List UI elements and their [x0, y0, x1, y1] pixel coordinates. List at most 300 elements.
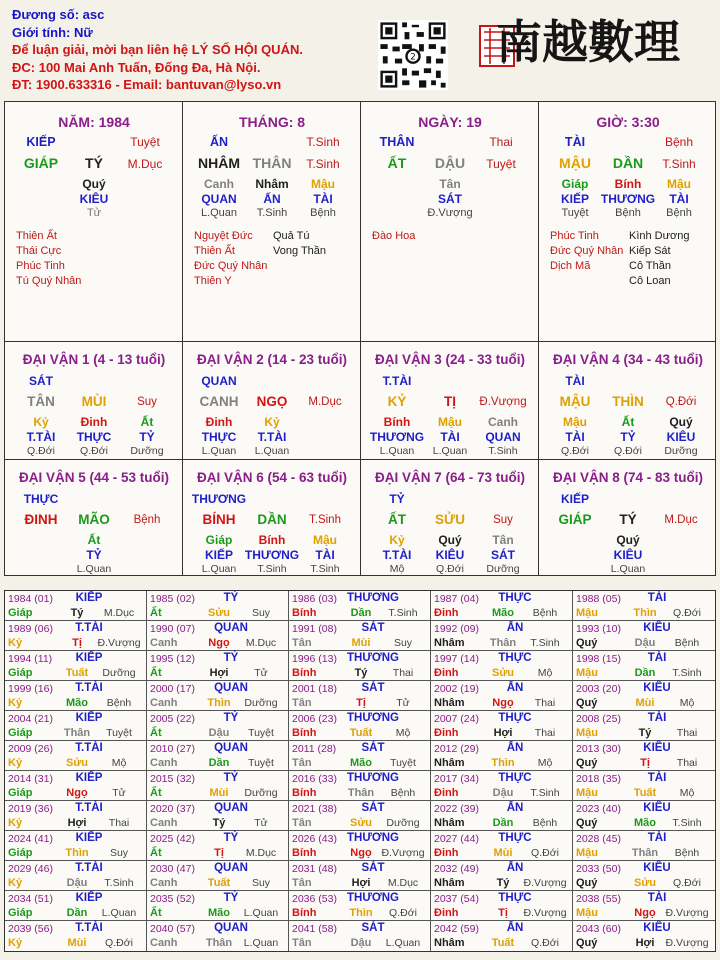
year-label: 2010 (27) — [150, 743, 195, 755]
year-ten-god: SÁT — [361, 802, 385, 814]
year-stem: Tân — [292, 637, 312, 649]
year-cell — [5, 921, 147, 951]
hidden-stem-item: TÀI — [669, 192, 689, 206]
hidden-stem-item: THƯƠNG — [369, 430, 425, 444]
year-stem: Bính — [292, 847, 317, 859]
hidden-stem-item: L.Quan — [610, 563, 646, 575]
hidden-stem-item: KIÊU — [435, 548, 465, 562]
dai-van-title: ĐẠI VẬN 1 (4 - 13 tuổi) — [22, 352, 166, 367]
heavenly-stem: ĐINH — [24, 512, 58, 527]
year-branch: Tuất — [491, 937, 515, 949]
year-stem: Canh — [150, 757, 178, 769]
year-stem: Kỷ — [8, 937, 23, 949]
hidden-stem-item: Tử — [86, 207, 102, 219]
year-label: 2042 (59) — [434, 923, 479, 935]
hidden-stem-item: Giáp — [205, 533, 233, 547]
year-ten-god: THƯƠNG — [347, 712, 399, 724]
hidden-stem-item: Mậu — [313, 533, 337, 547]
hidden-stem-item: T.Sinh — [488, 445, 518, 457]
hidden-stem-item: L.Quan — [76, 563, 112, 575]
ten-god-label: ẤN — [209, 135, 229, 149]
year-phase: Đ.Vượng — [665, 907, 709, 919]
hidden-stem-item: THƯƠNG — [600, 192, 656, 206]
year-branch: Tuất — [633, 787, 657, 799]
year-stem: Bính — [292, 787, 317, 799]
year-ten-god: QUAN — [214, 622, 248, 634]
header-line: Đương số: asc — [12, 7, 105, 22]
hidden-stem-item: Mậu — [438, 415, 462, 429]
year-phase: Mộ — [537, 667, 553, 679]
year-phase: L.Quan — [385, 937, 421, 949]
ten-god-label: THỰC — [23, 492, 59, 506]
year-stem: Canh — [150, 817, 178, 829]
year-cell — [147, 681, 289, 711]
star-name: Đức Quý Nhân — [194, 260, 268, 272]
year-stem: Tân — [292, 757, 312, 769]
year-ten-god: TÀI — [647, 832, 667, 844]
year-label: 2003 (20) — [576, 683, 621, 695]
year-cell — [5, 711, 147, 741]
star-name: Thái Cực — [16, 245, 62, 257]
year-label: 1991 (08) — [292, 623, 337, 635]
hidden-stem-item: Đ.Vượng — [427, 207, 473, 219]
year-label: 1987 (04) — [434, 593, 479, 605]
year-ten-god: TỶ — [223, 652, 239, 664]
year-ten-god: THƯƠNG — [347, 832, 399, 844]
year-cell — [5, 591, 147, 621]
year-branch: Dần — [66, 907, 88, 919]
year-branch: Sửu — [65, 757, 89, 769]
year-phase: M.Dục — [103, 607, 135, 619]
year-label: 2036 (53) — [292, 893, 337, 905]
year-phase: M.Dục — [245, 847, 277, 859]
hidden-stem-item: Đinh — [205, 415, 233, 429]
phase-label: Bệnh — [664, 135, 694, 149]
hidden-stem-item: Đinh — [80, 415, 108, 429]
year-ten-god: ẤN — [506, 922, 524, 934]
year-cell — [573, 861, 715, 891]
hidden-stem-item: L.Quan — [200, 207, 238, 219]
year-branch: Thân — [631, 847, 659, 859]
heavenly-stem: GIÁP — [558, 512, 592, 527]
ten-god-label: SÁT — [29, 374, 53, 388]
year-phase: Thai — [676, 757, 698, 769]
hidden-stem-item: T.Sinh — [256, 207, 288, 219]
star-name: Phúc Tinh — [16, 260, 65, 272]
year-cell — [431, 741, 573, 771]
hidden-stem-item: TÀI — [565, 430, 585, 444]
year-phase: Mộ — [537, 757, 553, 769]
dai-van-title: ĐẠI VẬN 7 (64 - 73 tuổi) — [374, 470, 526, 485]
year-branch: Mùi — [493, 847, 513, 859]
year-label: 2017 (34) — [434, 773, 479, 785]
year-cell — [147, 621, 289, 651]
earthly-branch: SỬU — [435, 512, 465, 527]
year-branch: Sửu — [491, 667, 515, 679]
year-branch: Mão — [208, 907, 230, 919]
heavenly-stem: GIÁP — [23, 155, 59, 171]
year-cell — [147, 891, 289, 921]
year-stem: Tân — [292, 697, 312, 709]
year-stem: Mậu — [576, 607, 598, 619]
hidden-stem-item: KIẾP — [204, 548, 234, 562]
year-cell — [431, 591, 573, 621]
hidden-stem-item: L.Quan — [254, 445, 290, 457]
hidden-stem-item: Bính — [258, 533, 286, 547]
year-ten-god: T.TÀI — [75, 922, 103, 934]
year-branch: Tuất — [65, 667, 89, 679]
year-ten-god: T.TÀI — [75, 742, 103, 754]
hidden-stem-item: T.TÀI — [382, 548, 412, 562]
year-label: 1995 (12) — [150, 653, 195, 665]
branch-phase: T.Sinh — [306, 157, 340, 171]
year-stem: Ất — [150, 607, 162, 619]
ten-god-label: KIẾP — [26, 135, 56, 149]
year-ten-god: KIÊU — [643, 922, 671, 934]
year-branch: Ngọ — [492, 697, 514, 709]
year-label: 2002 (19) — [434, 683, 479, 695]
year-phase: T.Sinh — [672, 817, 702, 829]
year-phase: Q.Đới — [673, 607, 701, 619]
year-cell — [147, 711, 289, 741]
year-cell — [147, 831, 289, 861]
year-branch: Hợi — [635, 937, 655, 949]
year-ten-god: T.TÀI — [75, 622, 103, 634]
heavenly-stem: BÍNH — [202, 512, 236, 527]
year-branch: Dần — [492, 817, 514, 829]
year-label: 2037 (54) — [434, 893, 479, 905]
year-branch: Hợi — [209, 667, 229, 679]
year-phase: Suy — [109, 847, 129, 859]
year-phase: Đ.Vượng — [97, 637, 141, 649]
pillar-cell — [5, 460, 183, 575]
year-cell — [289, 861, 431, 891]
phase-label: Suy — [137, 396, 157, 408]
pillar-cell — [361, 342, 539, 460]
year-branch: Tuất — [349, 727, 373, 739]
year-stem: Đinh — [434, 847, 459, 859]
pillar-cell — [539, 342, 715, 460]
year-branch: Ngọ — [66, 787, 88, 799]
year-phase: T.Sinh — [104, 877, 134, 889]
year-ten-god: TÀI — [647, 592, 667, 604]
year-stem: Ất — [150, 667, 162, 679]
year-branch: Tị — [214, 847, 224, 859]
year-phase: Dưỡng — [386, 817, 420, 829]
hidden-stem-item: SÁT — [491, 548, 515, 562]
year-cell — [147, 801, 289, 831]
year-cell — [147, 861, 289, 891]
year-cell — [289, 891, 431, 921]
dai-van-title: ĐẠI VẬN 2 (14 - 23 tuổi) — [196, 352, 348, 367]
header-line: Để luận giải, mời bạn liên hệ LÝ SỐ HỘI QUÁN. — [12, 42, 303, 58]
ten-god-label: TỶ — [389, 492, 405, 506]
year-cell — [573, 831, 715, 861]
ten-god-label: QUAN — [201, 374, 237, 388]
star-name: Cô Loan — [629, 275, 671, 287]
year-ten-god: KIẾP — [75, 712, 103, 724]
year-stem: Đinh — [434, 907, 459, 919]
year-cell — [5, 681, 147, 711]
year-label: 2033 (50) — [576, 863, 621, 875]
year-phase: Mộ — [679, 697, 695, 709]
year-branch: Dậu — [634, 637, 656, 649]
year-ten-god: T.TÀI — [75, 802, 103, 814]
year-label: 2040 (57) — [150, 923, 195, 935]
year-phase: Suy — [251, 607, 271, 619]
year-cell — [573, 711, 715, 741]
year-stem: Giáp — [8, 907, 33, 919]
hidden-stem-item: Bính — [383, 415, 411, 429]
hidden-stem-item: Dưỡng — [664, 445, 698, 457]
hidden-stem-item: Q.Đới — [80, 445, 108, 457]
year-ten-god: QUAN — [214, 922, 248, 934]
year-stem: Canh — [150, 877, 178, 889]
year-ten-god: THƯƠNG — [347, 772, 399, 784]
year-label: 2028 (45) — [576, 833, 621, 845]
logo — [478, 8, 710, 70]
phase-label: T.Sinh — [306, 135, 340, 149]
year-label: 2023 (40) — [576, 803, 621, 815]
earthly-branch: DẬU — [434, 155, 466, 171]
year-phase: Q.Đới — [531, 847, 559, 859]
pillar-cell — [5, 342, 183, 460]
year-ten-god: THỰC — [498, 712, 532, 724]
year-stem: Ất — [150, 847, 162, 859]
dai-van-title: ĐẠI VẬN 6 (54 - 63 tuổi) — [196, 470, 348, 485]
pillar-cell — [183, 342, 361, 460]
year-branch: Sửu — [349, 817, 373, 829]
star-name: Vong Thần — [273, 245, 327, 257]
star-name: Thiên Ất — [194, 245, 235, 257]
star-name: Thiên Y — [194, 275, 232, 287]
year-phase: Bệnh — [532, 817, 558, 829]
year-stem: Giáp — [8, 727, 33, 739]
branch-phase: M.Dục — [127, 157, 163, 171]
earthly-branch: MÙI — [81, 394, 107, 409]
star-name: Thiên Ất — [16, 230, 57, 242]
year-label: 2012 (29) — [434, 743, 479, 755]
year-phase: Thai — [392, 667, 414, 679]
year-branch: Ngọ — [208, 637, 230, 649]
year-stem: Bính — [292, 727, 317, 739]
year-branch: Mùi — [67, 937, 87, 949]
hidden-stem-item: KIẾP — [560, 192, 590, 206]
earthly-branch: TỊ — [444, 394, 456, 409]
hidden-stem-item: Dưỡng — [130, 445, 164, 457]
year-phase: Thai — [534, 697, 556, 709]
year-phase: Dưỡng — [244, 697, 278, 709]
hidden-stem-item: Kỷ — [264, 415, 280, 429]
logo-text: 南越數理 — [496, 15, 680, 69]
year-ten-god: KIẾP — [75, 892, 103, 904]
year-cell — [573, 651, 715, 681]
hidden-stem-item: Quý — [82, 177, 106, 191]
year-stem: Ất — [150, 907, 162, 919]
year-branch: Hợi — [351, 877, 371, 889]
year-ten-god: TỶ — [223, 892, 239, 904]
year-ten-god: QUAN — [214, 742, 248, 754]
year-stem: Nhâm — [434, 877, 465, 889]
year-cell — [431, 831, 573, 861]
pillar-cell — [361, 102, 539, 342]
year-phase: Mộ — [679, 787, 695, 799]
year-stem: Mậu — [576, 907, 598, 919]
year-phase: T.Sinh — [530, 787, 560, 799]
header-line: ĐC: 100 Mai Anh Tuấn, Đống Đa, Hà Nội. — [12, 59, 261, 75]
hidden-stem-item: Quý — [616, 533, 640, 547]
year-ten-god: THỰC — [498, 592, 532, 604]
year-stem: Đinh — [434, 667, 459, 679]
year-ten-god: TỶ — [223, 772, 239, 784]
heavenly-stem: ẤT — [388, 512, 406, 527]
star-name: Kình Dương — [629, 230, 690, 242]
hidden-stem-item: Bính — [614, 177, 642, 191]
year-phase: Suy — [251, 877, 271, 889]
ten-god-label: T.TÀI — [382, 374, 412, 388]
year-phase: Tuyệt — [248, 757, 274, 769]
year-cell — [431, 621, 573, 651]
year-ten-god: T.TÀI — [75, 682, 103, 694]
year-branch: Thìn — [349, 907, 373, 919]
heavenly-stem: MẬU — [559, 394, 591, 409]
hidden-stem-item: Kỷ — [33, 415, 49, 429]
year-cell — [431, 891, 573, 921]
phase-label: Suy — [493, 514, 513, 526]
hidden-stem-item: Ất — [87, 533, 101, 547]
year-stem: Mậu — [576, 667, 598, 679]
year-phase: Mộ — [395, 727, 411, 739]
year-ten-god: SÁT — [361, 622, 385, 634]
dai-van-title: ĐẠI VẬN 8 (74 - 83 tuổi) — [552, 470, 704, 485]
year-phase: Suy — [393, 637, 413, 649]
year-label: 2008 (25) — [576, 713, 621, 725]
year-label: 1990 (07) — [150, 623, 195, 635]
year-cell — [573, 681, 715, 711]
year-ten-god: KIÊU — [643, 682, 671, 694]
year-cell — [431, 921, 573, 951]
year-ten-god: QUAN — [214, 862, 248, 874]
svg-text:2: 2 — [410, 52, 416, 63]
year-cell — [573, 891, 715, 921]
year-label: 2030 (47) — [150, 863, 195, 875]
year-cell — [431, 651, 573, 681]
hidden-stem-item: KIÊU — [613, 548, 643, 562]
year-stem: Giáp — [8, 787, 33, 799]
year-branch: Dậu — [208, 727, 230, 739]
year-branch: Mão — [350, 757, 372, 769]
year-phase: Tử — [396, 697, 410, 709]
pillars-grid — [4, 101, 716, 576]
ten-god-label: THÂN — [379, 135, 415, 149]
year-ten-god: TỶ — [223, 832, 239, 844]
year-stem: Nhâm — [434, 817, 465, 829]
year-phase: Đ.Vượng — [665, 937, 709, 949]
star-name: Đào Hoa — [372, 230, 416, 242]
year-ten-god: KIÊU — [643, 742, 671, 754]
year-label: 2016 (33) — [292, 773, 337, 785]
year-ten-god: KIẾP — [75, 652, 103, 664]
hidden-stem-item: Ất — [621, 415, 635, 429]
year-branch: Tị — [356, 697, 366, 709]
pillar-cell — [539, 460, 715, 575]
phase-label: M.Dục — [664, 514, 698, 526]
star-name: Phúc Tinh — [550, 230, 599, 242]
pillar-cell — [183, 102, 361, 342]
year-branch: Mùi — [351, 637, 371, 649]
year-label: 2022 (39) — [434, 803, 479, 815]
year-branch: Tuất — [207, 877, 231, 889]
year-label: 2001 (18) — [292, 683, 337, 695]
phase-label: Tuyệt — [130, 135, 160, 149]
year-phase: Bệnh — [532, 607, 558, 619]
year-phase: Tử — [112, 787, 126, 799]
year-ten-god: SÁT — [361, 922, 385, 934]
heavenly-stem: KỶ — [387, 394, 407, 409]
hidden-stem-item: Quý — [669, 415, 693, 429]
year-branch: Thìn — [65, 847, 89, 859]
phase-label: M.Dục — [308, 396, 342, 408]
year-label: 2038 (55) — [576, 893, 621, 905]
year-phase: T.Sinh — [672, 667, 702, 679]
year-stem: Quý — [576, 637, 598, 649]
year-branch: Tý — [638, 727, 652, 739]
hidden-stem-item: Mậu — [311, 177, 335, 191]
year-cell — [147, 771, 289, 801]
year-stem: Đinh — [434, 787, 459, 799]
year-cell — [573, 621, 715, 651]
year-cell — [147, 921, 289, 951]
year-ten-god: THƯƠNG — [347, 652, 399, 664]
hidden-stem-item: Mộ — [389, 563, 405, 575]
hidden-stem-item: Q.Đới — [561, 445, 589, 457]
pillar-cell — [361, 460, 539, 575]
year-branch: Mão — [66, 697, 88, 709]
year-label: 2020 (37) — [150, 803, 195, 815]
earthly-branch: DẦN — [612, 155, 644, 171]
year-stem: Bính — [292, 667, 317, 679]
year-label: 2041 (58) — [292, 923, 337, 935]
heavenly-stem: CANH — [199, 394, 239, 409]
year-label: 2029 (46) — [8, 863, 53, 875]
year-ten-god: ẤN — [506, 802, 524, 814]
star-name: Nguyệt Đức — [194, 230, 253, 242]
hidden-stem-item: TỶ — [86, 548, 102, 562]
heavenly-stem: ẤT — [387, 155, 407, 171]
year-ten-god: SÁT — [361, 682, 385, 694]
hidden-stem-item: L.Quan — [201, 445, 237, 457]
year-cell — [5, 861, 147, 891]
year-phase: Tuyệt — [390, 757, 416, 769]
hidden-stem-item: TỶ — [620, 430, 636, 444]
year-cell — [289, 921, 431, 951]
year-phase: Bệnh — [674, 637, 700, 649]
year-branch: Thân — [63, 727, 91, 739]
year-phase: Dưỡng — [244, 787, 278, 799]
year-stem: Đinh — [434, 607, 459, 619]
year-branch: Dậu — [492, 787, 514, 799]
year-ten-god: KIẾP — [75, 772, 103, 784]
year-label: 2009 (26) — [8, 743, 53, 755]
year-branch: Thìn — [207, 697, 231, 709]
hidden-stem-item: TÀI — [313, 192, 333, 206]
year-phase: Tuyệt — [248, 727, 274, 739]
year-branch: Hợi — [493, 727, 513, 739]
hidden-stem-item: Tân — [492, 533, 514, 547]
year-stem: Bính — [292, 607, 317, 619]
year-branch: Mão — [492, 607, 514, 619]
year-label: 1998 (15) — [576, 653, 621, 665]
